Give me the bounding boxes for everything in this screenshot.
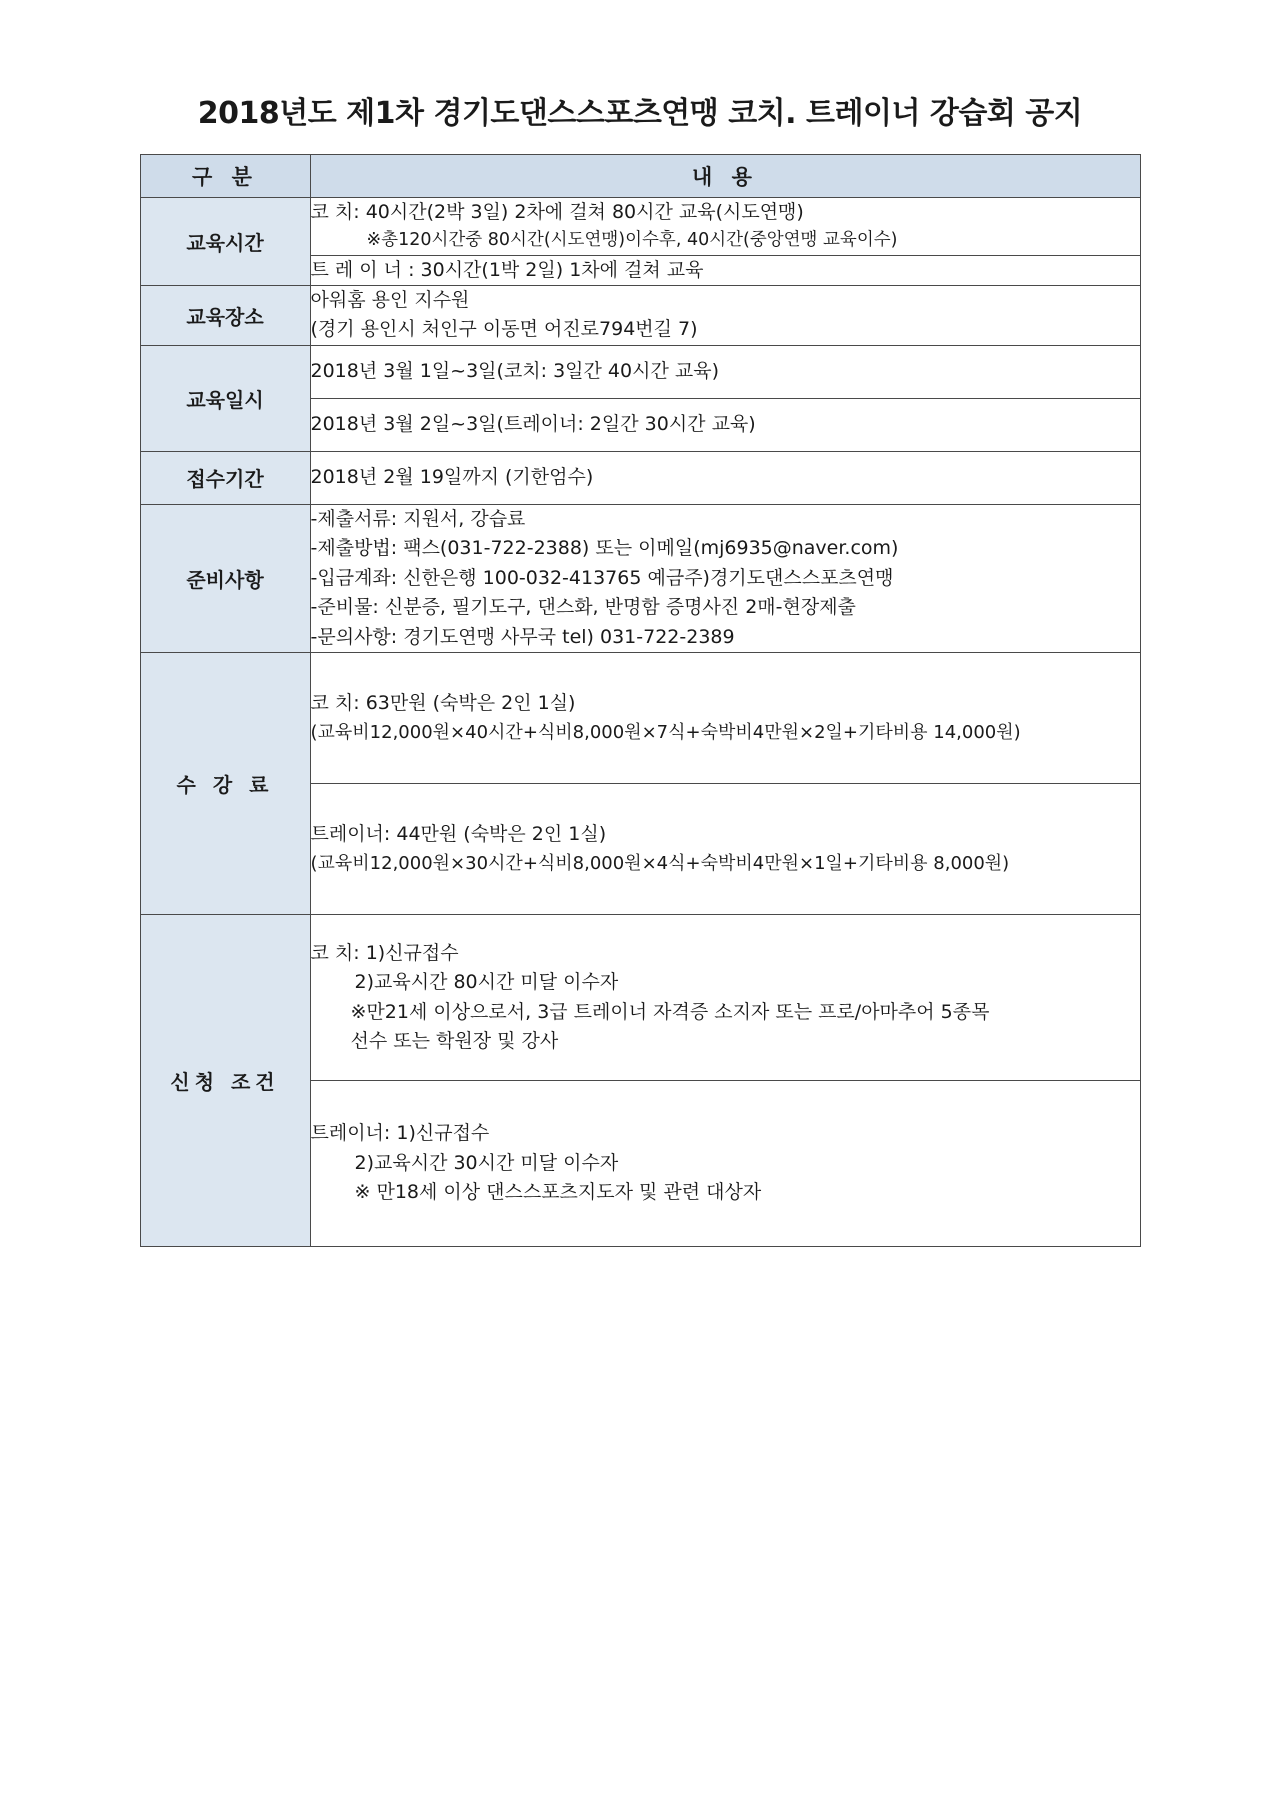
fee-coach-cell <box>310 653 1140 784</box>
table-header-content: 내 용 <box>310 155 1140 198</box>
conditions-coach-cell <box>310 915 1140 1081</box>
date-trainer-cell <box>310 398 1140 451</box>
preparation-line1: -제출서류: 지원서, 강습료 <box>310 507 526 530</box>
row-label-date: 교육일시 <box>140 345 310 451</box>
conditions-trainer-cell <box>310 1081 1140 1247</box>
notice-table <box>140 154 1141 1247</box>
apply-period-cell <box>310 451 1140 504</box>
fee-trainer-cell <box>310 784 1140 915</box>
page-title: 2018년도 제1차 경기도댄스스포츠연맹 코치. 트레이너 강습회 공지 <box>197 96 1083 131</box>
table-row <box>140 915 1140 1081</box>
table-header-division: 구 분 <box>140 155 310 198</box>
conditions-coach-line3: ※만21세 이상으로서, 3급 트레이너 자격증 소지자 또는 프로/아마추어 5종목 <box>350 1000 990 1023</box>
table-row <box>140 345 1140 398</box>
fee-coach-line1: 코 치: 63만원 (숙박은 2인 1실) <box>310 692 576 715</box>
row-label-preparation: 준비사항 <box>140 504 310 652</box>
training-time-coach-line1: 코 치: 40시간(2박 3일) 2차에 걸쳐 80시간 교육(시도연맹) <box>310 201 804 223</box>
preparation-cell <box>310 504 1140 652</box>
table-row <box>140 286 1140 346</box>
training-time-coach-cell <box>310 198 1140 256</box>
training-time-coach-line2: ※총120시간중 80시간(시도연맹)이수후, 40시간(중앙연맹 교육이수) <box>366 230 898 251</box>
table-row <box>140 504 1140 652</box>
place-line2: (경기 용인시 처인구 이동면 어진로794번길 7) <box>310 318 698 341</box>
row-label-training-time: 교육시간 <box>140 198 310 286</box>
preparation-line5: -문의사항: 경기도연맹 사무국 tel) 031-722-2389 <box>310 625 735 648</box>
fee-trainer-line2: (교육비12,000원×30시간+식비8,000원×4식+숙박비4만원×1일+기타비용 8,000원) <box>310 852 1010 874</box>
apply-period-line1: 2018년 2월 19일까지 (기한엄수) <box>310 466 594 489</box>
fee-coach-line2: (교육비12,000원×40시간+식비8,000원×7식+숙박비4만원×2일+기타비용 14,000원) <box>310 721 1021 743</box>
place-cell <box>310 286 1140 346</box>
date-coach-cell <box>310 345 1140 398</box>
table-row <box>140 653 1140 784</box>
place-line1: 아워홈 용인 지수원 <box>310 289 470 311</box>
row-label-conditions: 신청 조건 <box>140 915 310 1247</box>
date-trainer-line: 2018년 3월 2일~3일(트레이너: 2일간 30시간 교육) <box>310 413 756 436</box>
row-label-apply-period: 접수기간 <box>140 451 310 504</box>
date-coach-line: 2018년 3월 1일~3일(코치: 3일간 40시간 교육) <box>310 360 719 383</box>
table-row <box>140 451 1140 504</box>
preparation-line2: -제출방법: 팩스(031-722-2388) 또는 이메일(mj6935@naver.com) <box>310 537 899 560</box>
conditions-trainer-line1: 트레이너: 1)신규접수 <box>310 1122 490 1145</box>
preparation-line4: -준비물: 신분증, 필기도구, 댄스화, 반명함 증명사진 2매-현장제출 <box>310 596 856 619</box>
table-header-row <box>140 155 1140 198</box>
conditions-trainer-line2: 2)교육시간 30시간 미달 이수자 <box>354 1151 619 1174</box>
training-time-trainer-line1: 트 레 이 너 : 30시간(1박 2일) 1차에 걸쳐 교육 <box>310 258 704 281</box>
conditions-coach-line2: 2)교육시간 80시간 미달 이수자 <box>354 971 619 994</box>
conditions-coach-line4: 선수 또는 학원장 및 강사 <box>350 1030 559 1052</box>
conditions-coach-line1: 코 치: 1)신규접수 <box>310 941 459 964</box>
row-label-fee: 수 강 료 <box>140 653 310 915</box>
conditions-trainer-line3: ※ 만18세 이상 댄스스포츠지도자 및 관련 대상자 <box>354 1181 762 1204</box>
table-row <box>140 198 1140 256</box>
row-label-place: 교육장소 <box>140 286 310 346</box>
fee-trainer-line1: 트레이너: 44만원 (숙박은 2인 1실) <box>310 823 607 846</box>
training-time-trainer-cell <box>310 255 1140 285</box>
preparation-line3: -입금계좌: 신한은행 100-032-413765 예금주)경기도댄스스포츠연맹 <box>310 566 894 589</box>
